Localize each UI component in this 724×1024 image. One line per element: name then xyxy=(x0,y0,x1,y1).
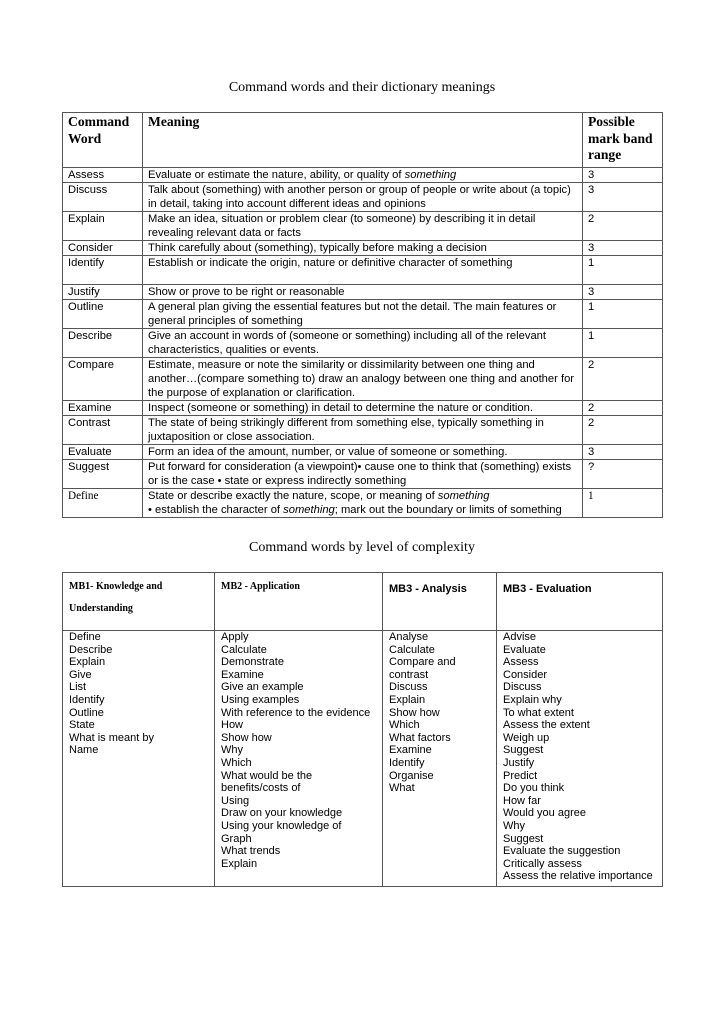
command-word: Consider xyxy=(63,241,143,256)
table2-body-row xyxy=(63,631,663,887)
table2-title: Command words by level of complexity xyxy=(249,540,475,555)
list-item: Graph xyxy=(221,832,252,845)
list-item: Describe xyxy=(69,643,113,656)
mark-band-range: 3 xyxy=(583,168,663,183)
meaning: Put forward for consideration (a viewpoint)• cause one to think that (something) exists or is the case • state or express indirectly something xyxy=(143,460,583,489)
list-item: Give an example xyxy=(221,681,304,694)
command-word: Identify xyxy=(63,256,143,285)
mark-band-range: 3 xyxy=(583,445,663,460)
list-item: Analyse xyxy=(389,631,429,643)
list-item: Do you think xyxy=(503,782,565,795)
list-item: Explain xyxy=(389,693,426,706)
table-row xyxy=(63,285,663,300)
meaning-italic-text-line2: something xyxy=(283,504,335,516)
mb1-words-column xyxy=(63,631,215,887)
list-item: What factors xyxy=(389,731,451,744)
mark-band-range: 3 xyxy=(583,241,663,256)
command-word: Evaluate xyxy=(63,445,143,460)
meaning-text: State or describe exactly the nature, scope, or meaning of xyxy=(148,490,438,502)
table-row xyxy=(63,256,663,285)
list-item: Consider xyxy=(503,668,548,681)
mark-band-range: 1 xyxy=(583,300,663,329)
table-row xyxy=(63,183,663,212)
list-item: Explain xyxy=(69,656,106,669)
list-item: Using your knowledge of xyxy=(221,819,342,832)
list-item: Assess xyxy=(503,656,539,669)
list-item: contrast xyxy=(389,668,429,681)
table-row xyxy=(63,300,663,329)
list-item: Predict xyxy=(503,769,538,782)
table-row xyxy=(63,401,663,416)
table1-title: Command words and their dictionary meanings xyxy=(228,80,496,95)
mark-band-range: 1 xyxy=(583,256,663,285)
header-mb1: MB1- Knowledge and Understanding xyxy=(63,573,215,631)
command-word: Compare xyxy=(63,358,143,401)
list-item: Advise xyxy=(503,631,537,643)
list-item: Give xyxy=(69,668,92,681)
meaning: Make an idea, situation or problem clear (to someone) by describing it in detail revealing relevant data or facts xyxy=(143,212,583,241)
meaning-text: Evaluate or estimate the nature, ability, or quality of xyxy=(148,169,405,181)
list-item: Organise xyxy=(389,769,434,782)
list-item: Which xyxy=(221,756,252,769)
list-item: What would be the xyxy=(221,769,313,782)
list-item: benefits/costs of xyxy=(221,782,301,795)
header-mark-band-range: Possible mark band range xyxy=(583,113,663,168)
table-row xyxy=(63,168,663,183)
list-item: Justify xyxy=(503,756,535,769)
meaning-italic-text: something xyxy=(437,490,490,502)
list-item: Define xyxy=(69,631,101,643)
header-mb3-analysis: MB3 - Analysis xyxy=(383,573,497,631)
list-item: How far xyxy=(503,794,541,807)
mark-band-range: 2 xyxy=(583,212,663,241)
list-item: Show how xyxy=(221,731,272,744)
list-item: Assess the relative importance xyxy=(503,870,653,883)
meaning: The state of being strikingly different from something else, typically something in juxtaposition or close association. xyxy=(143,416,583,445)
table1-header-row xyxy=(63,113,663,168)
header-meaning: Meaning xyxy=(143,113,583,168)
list-item: What xyxy=(389,782,415,795)
list-item: Apply xyxy=(221,631,249,643)
meaning: Give an account in words of (someone or something) including all of the relevant characteristics, qualities or events. xyxy=(143,329,583,358)
command-word: Justify xyxy=(63,285,143,300)
mb3-evaluation-words-column xyxy=(497,631,663,887)
mark-band-range: 2 xyxy=(583,358,663,401)
list-item: State xyxy=(69,719,95,732)
list-item: Suggest xyxy=(503,832,544,845)
list-item: Examine xyxy=(389,744,432,757)
command-word: Suggest xyxy=(63,460,143,489)
list-item: Suggest xyxy=(503,744,544,757)
meaning: Talk about (something) with another person or group of people or write about (a topic) in detail, taking into account different ideas and opinions xyxy=(143,183,583,212)
meaning: Estimate, measure or note the similarity or dissimilarity between one thing and another…(compare something to) draw an analogy between one thing and another for the purpose of explanation or clarification. xyxy=(143,358,583,401)
list-item: Discuss xyxy=(389,681,428,694)
command-word: Contrast xyxy=(63,416,143,445)
list-item: List xyxy=(69,681,87,694)
mark-band-range: 3 xyxy=(583,285,663,300)
list-item: Show how xyxy=(389,706,440,719)
table-row xyxy=(63,445,663,460)
list-item: Identify xyxy=(69,693,105,706)
meaning: Form an idea of the amount, number, or value of someone or something. xyxy=(143,445,583,460)
mb3-analysis-words-column xyxy=(383,631,497,887)
list-item: Assess the extent xyxy=(503,719,590,732)
command-word: Examine xyxy=(63,401,143,416)
list-item: Discuss xyxy=(503,681,542,694)
table2-header-row xyxy=(63,573,663,631)
list-item: Why xyxy=(221,744,243,757)
command-word: Define xyxy=(63,489,143,518)
meaning: Think carefully about (something), typically before making a decision xyxy=(143,241,583,256)
command-word: Outline xyxy=(63,300,143,329)
list-item: Identify xyxy=(389,756,425,769)
table-row xyxy=(63,460,663,489)
meaning-italic-text: something xyxy=(404,169,457,181)
command-words-meanings-table xyxy=(62,112,663,518)
meaning: Inspect (someone or something) in detail to determine the nature or condition. xyxy=(143,401,583,416)
list-item: With reference to the evidence xyxy=(221,706,371,719)
mark-band-range: ? xyxy=(583,460,663,489)
list-item: Using xyxy=(221,794,250,807)
mb2-words-column xyxy=(215,631,383,887)
list-item: To what extent xyxy=(503,706,574,719)
meaning-text-line2-tail: ; mark out the boundary or limits of something xyxy=(334,504,562,516)
command-word: Discuss xyxy=(63,183,143,212)
list-item: What is meant by xyxy=(69,731,154,744)
command-word: Explain xyxy=(63,212,143,241)
list-item: Using examples xyxy=(221,693,300,706)
mark-band-range: 3 xyxy=(583,183,663,212)
command-word: Describe xyxy=(63,329,143,358)
mark-band-range: 1 xyxy=(583,329,663,358)
table-row xyxy=(63,358,663,401)
table-row xyxy=(63,329,663,358)
list-item: Calculate xyxy=(221,643,267,656)
table-row xyxy=(63,241,663,256)
header-command-word: Command Word xyxy=(63,113,143,168)
header-mb3-evaluation: MB3 - Evaluation xyxy=(497,573,663,631)
list-item: Draw on your knowledge xyxy=(221,807,343,820)
meaning: Establish or indicate the origin, nature or definitive character of something xyxy=(143,256,583,285)
meaning: A general plan giving the essential features but not the detail. The main features or general principles of something xyxy=(143,300,583,329)
list-item: Evaluate xyxy=(503,643,546,656)
list-item: What trends xyxy=(221,845,281,858)
mark-band-range: 2 xyxy=(583,416,663,445)
list-item: Would you agree xyxy=(503,807,586,820)
meaning: Show or prove to be right or reasonable xyxy=(143,285,583,300)
list-item: Outline xyxy=(69,706,104,719)
list-item: How xyxy=(221,719,244,732)
table-row xyxy=(63,212,663,241)
list-item: Why xyxy=(503,819,525,832)
list-item: Compare and xyxy=(389,656,456,669)
list-item: Name xyxy=(69,744,99,757)
table-row xyxy=(63,416,663,445)
list-item: Weigh up xyxy=(503,731,550,744)
mark-band-range: 1 xyxy=(583,489,663,518)
command-words-complexity-table xyxy=(62,572,663,887)
list-item: Demonstrate xyxy=(221,656,284,669)
list-item: Explain why xyxy=(503,693,562,706)
meaning xyxy=(143,489,583,518)
list-item: Calculate xyxy=(389,643,435,656)
list-item: Examine xyxy=(221,668,264,681)
meaning-text-line2: • establish the character of xyxy=(148,504,284,516)
list-item: Explain xyxy=(221,857,258,870)
list-item: Critically assess xyxy=(503,857,582,870)
command-word: Assess xyxy=(63,168,143,183)
table-row xyxy=(63,489,663,518)
header-mb2: MB2 - Application xyxy=(215,573,383,631)
meaning xyxy=(143,168,583,183)
list-item: Which xyxy=(389,719,420,732)
mark-band-range: 2 xyxy=(583,401,663,416)
list-item: Evaluate the suggestion xyxy=(503,845,621,858)
